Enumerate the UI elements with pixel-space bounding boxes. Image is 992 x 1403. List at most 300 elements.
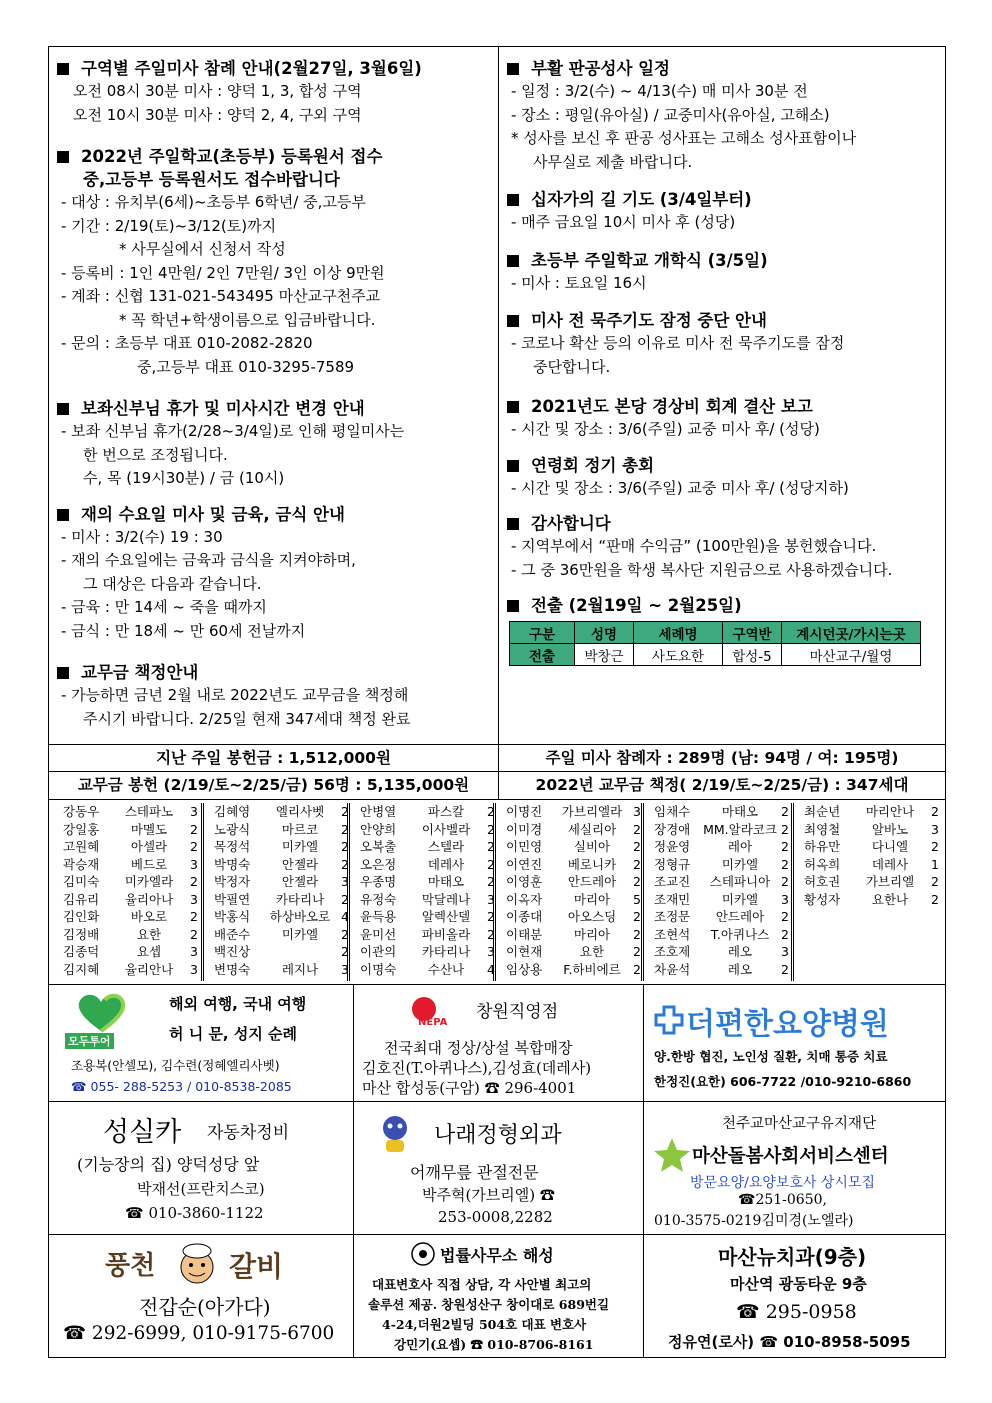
- donor-name: 정형규: [654, 856, 691, 872]
- notice-line: - 미사 : 3/2(수) 19 : 30: [61, 527, 223, 546]
- green-star-logo-icon: [652, 1136, 692, 1174]
- ad-title: 나래정형외과: [434, 1123, 562, 1148]
- donor-name: 유정숙: [360, 891, 397, 907]
- donor-count: 2: [781, 909, 789, 924]
- donor-row: [204, 908, 351, 926]
- donor-row: [53, 838, 200, 856]
- donor-row: [53, 961, 200, 979]
- ad-phone: 010-3575-0219김미경(노엘라): [654, 1213, 854, 1229]
- ad-line: 조용복(안셀모), 김수련(정혜엘리사벳): [71, 1058, 280, 1073]
- ad-line: 한정진(요한) 606-7722 /010-9210-6860: [654, 1074, 912, 1089]
- donor-name: 이명숙: [360, 961, 397, 977]
- donor-baptismal-name: 요한: [136, 926, 162, 942]
- table-cell: 박창근: [575, 644, 634, 666]
- donor-count: 2: [633, 856, 641, 872]
- donor-baptismal-name: MM.알라코크: [703, 821, 777, 837]
- donor-row: [496, 926, 643, 944]
- notice-line: - 대상 : 유치부(6세)~초등부 6학년/ 중,고등부: [61, 193, 366, 211]
- donor-row: [53, 943, 200, 961]
- table-cell: 합성-5: [723, 644, 782, 666]
- donor-name: 하유만: [804, 839, 841, 854]
- ad-line: 방문요양/요양보호사 상시모집: [690, 1175, 875, 1191]
- donor-count: 3: [487, 891, 495, 907]
- ad-line: 박재선(프란치스코): [137, 1180, 265, 1198]
- bullet-square-icon: [57, 403, 69, 415]
- heart-logo-icon: [71, 991, 131, 1033]
- donor-name: 박홍식: [214, 909, 251, 924]
- donor-name: 변명숙: [214, 961, 251, 977]
- donor-count: 3: [190, 891, 198, 907]
- donor-baptismal-name: 마리안나: [865, 804, 915, 819]
- donor-row: [53, 821, 200, 839]
- donor-count: 2: [633, 961, 641, 977]
- notice-line: - 시간 및 장소 : 3/6(주일) 교중 미사 후/ (성당지하): [511, 478, 849, 497]
- donor-baptismal-name: 베로니카: [567, 856, 617, 872]
- donor-baptismal-name: 안젤라: [281, 856, 319, 872]
- donor-row: [204, 891, 351, 909]
- donor-baptismal-name: 알바노: [871, 821, 909, 837]
- notice-line: - 등록비 : 1인 4만원/ 2인 7만원/ 3인 이상 9만원: [61, 263, 385, 282]
- donor-baptismal-name: 마태오: [721, 804, 759, 819]
- notice-line: - 코로나 확산 등의 이유로 미사 전 묵주기도를 잠정: [511, 334, 845, 352]
- donor-baptismal-name: 하상바오로: [269, 909, 331, 924]
- section-title: 부활 판공성사 일정: [531, 59, 671, 78]
- donor-count: 2: [341, 944, 349, 959]
- notice-sunday-school-registration: [53, 145, 498, 379]
- donor-count: 2: [487, 839, 495, 854]
- donor-baptismal-name: 요한나: [871, 891, 909, 907]
- donor-baptismal-name: 안드레아: [715, 909, 765, 924]
- table-cell: 사도요한: [634, 644, 723, 666]
- table-cell: 마산교구/월영: [782, 644, 921, 666]
- donor-row: [496, 873, 643, 891]
- donor-baptismal-name: 미카엘: [721, 856, 759, 872]
- mascot-icon: [378, 1114, 412, 1154]
- donor-count: 2: [931, 804, 939, 819]
- donor-name: 허호권: [804, 874, 841, 889]
- donor-baptismal-name: 율리아나: [124, 891, 174, 907]
- ad-title: 더편한요양병원: [686, 1007, 889, 1042]
- donor-name: 김종덕: [63, 944, 100, 959]
- donor-row: [644, 803, 791, 821]
- table-header-row: [510, 622, 921, 644]
- bullet-square-icon: [507, 600, 519, 612]
- flower-emblem-icon: [410, 1241, 436, 1267]
- donor-baptismal-name: 베드로: [130, 856, 168, 872]
- donor-row: [644, 856, 791, 874]
- ad-line: 해외 여행, 국내 여행: [169, 995, 307, 1013]
- donor-count: 2: [931, 874, 939, 889]
- ad-phone: 253-0008,2282: [438, 1208, 553, 1226]
- section-title: 초등부 주일학교 개학식 (3/5일): [531, 250, 768, 270]
- ad-phone: ☎ 295-0958: [736, 1301, 857, 1323]
- ad-dental-clinic: [644, 1235, 945, 1358]
- donor-row: [53, 926, 200, 944]
- donor-row: [496, 821, 643, 839]
- notice-thanks: [503, 512, 945, 582]
- donor-column: [347, 803, 497, 981]
- donor-count: 2: [341, 891, 349, 907]
- section-title: 2022년 주일학교(초등부) 등록원서 접수: [81, 147, 383, 166]
- donor-count: 3: [190, 961, 198, 977]
- donor-baptismal-name: 요한: [579, 944, 605, 959]
- donor-row: [350, 803, 497, 821]
- notice-line: 오전 10시 30분 미사 : 양덕 2, 4, 구외 구역: [73, 105, 362, 124]
- donor-baptismal-name: 세실리아: [567, 821, 617, 837]
- donor-name: 장경애: [654, 821, 691, 837]
- donor-name: 이옥자: [506, 891, 543, 907]
- donor-name: 이연진: [506, 856, 543, 872]
- bullet-square-icon: [507, 518, 519, 530]
- donor-baptismal-name: 바오로: [130, 909, 168, 924]
- donor-name: 박명숙: [214, 856, 251, 872]
- notice-line: 그 대상은 다음과 같습니다.: [83, 574, 262, 593]
- brand-label: 모두투어: [65, 1033, 114, 1049]
- donor-baptismal-name: 데레사: [871, 856, 909, 872]
- donor-row: [350, 961, 497, 979]
- ad-subtitle: 자동차정비: [207, 1123, 290, 1143]
- notice-line: - 기간 : 2/19(토)~3/12(토)까지: [61, 216, 277, 235]
- donor-name: 안양희: [360, 821, 397, 837]
- donor-count: 3: [190, 856, 198, 872]
- notice-line: - 미사 : 토요일 16시: [511, 273, 647, 292]
- donor-column: [641, 803, 791, 981]
- donor-row: [496, 943, 643, 961]
- donor-row: [794, 856, 941, 874]
- notice-line: 주시기 바랍니다. 2/25일 현재 347세대 책정 완료: [83, 709, 411, 728]
- donor-baptismal-name: 안젤라: [281, 874, 319, 889]
- donor-baptismal-name: 가브리엘: [865, 874, 915, 889]
- donor-baptismal-name: 미카엘: [721, 891, 759, 907]
- donor-count: 2: [781, 856, 789, 872]
- donor-row: [53, 856, 200, 874]
- ad-auto-repair: [49, 1102, 354, 1235]
- donor-row: [794, 873, 941, 891]
- donor-baptismal-name: F.하비에르: [563, 961, 621, 977]
- notice-ash-wednesday: [53, 503, 498, 644]
- donor-count: 2: [341, 926, 349, 942]
- donor-row: [350, 873, 497, 891]
- donor-count: 2: [190, 926, 198, 942]
- left-column: [49, 47, 499, 744]
- ad-line: 양.한방 협진, 노인성 질환, 치매 통증 치료: [654, 1049, 888, 1064]
- donor-list: [49, 799, 945, 984]
- notice-school-opening: [503, 249, 945, 296]
- table-row: [510, 644, 921, 666]
- summary-band-2: [49, 771, 945, 799]
- donor-row: [350, 856, 497, 874]
- notice-line: * 사무실에서 신청서 작성: [119, 240, 286, 258]
- donor-row: [644, 821, 791, 839]
- donor-count: 2: [633, 944, 641, 959]
- ad-title: 마산돌봄사회서비스센터: [692, 1146, 889, 1167]
- notice-line: - 가능하면 금년 2월 내로 2022년도 교무금을 책정해: [61, 686, 409, 704]
- donor-baptismal-name: 마르코: [281, 821, 319, 837]
- donor-count: 2: [487, 909, 495, 924]
- ad-phone: 정유연(로사) ☎ 010-8958-5095: [668, 1333, 911, 1351]
- ad-line: 마산 합성동(구암) ☎ 296-4001: [362, 1079, 577, 1097]
- donor-count: 3: [341, 874, 349, 889]
- notice-line: - 문의 : 초등부 대표 010-2082-2820: [61, 334, 313, 352]
- donor-row: [644, 943, 791, 961]
- donor-name: 이영훈: [506, 874, 543, 889]
- table-header-cell: 세례명: [634, 622, 723, 644]
- notice-assistant-priest-vacation: [53, 397, 498, 491]
- donor-baptismal-name: 안드레아: [567, 874, 617, 889]
- donor-name: 임채수: [654, 804, 691, 819]
- donor-name: 이종대: [506, 909, 543, 924]
- donor-name: 이현재: [506, 944, 543, 959]
- donor-name: 강일홍: [63, 821, 100, 837]
- donor-count: 3: [190, 944, 198, 959]
- donor-row: [204, 961, 351, 979]
- ad-line: 천주교마산교구유지재단: [722, 1116, 877, 1132]
- donor-name: 우종명: [360, 874, 397, 889]
- notice-line: * 꼭 학년+학생이름으로 입금바랍니다.: [119, 310, 376, 329]
- donor-name: 윤미선: [360, 926, 397, 942]
- ad-phone: ☎251-0650,: [738, 1192, 827, 1208]
- donor-row: [204, 856, 351, 874]
- bullet-square-icon: [507, 460, 519, 472]
- ad-line: 4-24,더원2빌딩 504호 대표 변호사: [382, 1317, 587, 1332]
- bullet-square-icon: [57, 509, 69, 521]
- transfer-table: [509, 621, 921, 666]
- donor-name: 오은정: [360, 856, 397, 872]
- donor-baptismal-name: 수산나: [427, 961, 465, 977]
- table-header-cell: 구역반: [723, 622, 782, 644]
- donor-name: 이태분: [506, 926, 543, 942]
- bullet-square-icon: [507, 255, 519, 267]
- donor-row: [53, 873, 200, 891]
- notice-line: - 재의 수요일에는 금육과 금식을 지켜야하며,: [61, 551, 356, 569]
- donor-count: 2: [487, 874, 495, 889]
- donor-name: 김유리: [63, 891, 100, 907]
- logo-text: 갈비: [229, 1250, 284, 1283]
- donor-baptismal-name: T.아퀴나스: [710, 926, 770, 942]
- donor-count: 2: [633, 874, 641, 889]
- donor-count: 4: [341, 909, 349, 924]
- table-header-cell: 성명: [575, 622, 634, 644]
- dues-offering: 교무금 봉헌 (2/19/토~2/25/금) 56명 : 5,135,000원: [49, 772, 499, 799]
- donor-row: [644, 908, 791, 926]
- donor-name: 조교진: [654, 874, 691, 889]
- donor-row: [496, 908, 643, 926]
- donor-count: 2: [487, 856, 495, 872]
- donor-name: 고원혜: [63, 839, 100, 854]
- notice-transfer-out: [503, 594, 945, 666]
- donor-baptismal-name: 데레사: [427, 856, 465, 872]
- logo-text: 풍천: [105, 1251, 156, 1281]
- donor-row: [350, 908, 497, 926]
- donor-name: 임상용: [506, 961, 543, 977]
- section-title: 전출 (2월19일 ~ 2월25일): [531, 596, 742, 615]
- donor-count: 2: [781, 839, 789, 854]
- donor-row: [350, 821, 497, 839]
- donor-baptismal-name: 스텔라: [427, 839, 465, 854]
- nepa-logo-icon: [408, 995, 480, 1027]
- donor-row: [496, 803, 643, 821]
- donor-name: 최순년: [804, 804, 841, 819]
- donor-name: 조정문: [654, 909, 691, 924]
- ad-line: 솔루션 제공. 창원성산구 창이대로 689번길: [368, 1297, 610, 1312]
- donor-baptismal-name: 아오스딩: [567, 909, 617, 924]
- section-title: 재의 수요일 미사 및 금육, 금식 안내: [81, 504, 345, 524]
- ad-line: 박주혁(가브리엘) ☎: [422, 1186, 555, 1204]
- donor-count: 2: [487, 821, 495, 837]
- donor-name: 강동우: [63, 804, 100, 819]
- ad-phone: ☎ 055- 288-5253 / 010-8538-2085: [71, 1079, 292, 1094]
- donor-count: 2: [190, 874, 198, 889]
- donor-column: [201, 803, 351, 981]
- donor-baptismal-name: 마멜도: [130, 821, 168, 837]
- donor-baptismal-name: 알렉산델: [421, 909, 471, 924]
- donor-baptismal-name: 레아: [727, 839, 753, 854]
- donor-name: 박정자: [214, 874, 251, 889]
- donor-row: [644, 873, 791, 891]
- donor-count: 2: [633, 839, 641, 854]
- section-title: 2021년도 본당 경상비 회계 결산 보고: [531, 397, 813, 416]
- notice-line: 사무실로 제출 바랍니다.: [533, 152, 693, 171]
- donor-row: [350, 943, 497, 961]
- section-title: 감사합니다: [531, 514, 611, 533]
- notice-line: 오전 08시 30분 미사 : 양덕 1, 3, 합성 구역: [73, 82, 362, 100]
- donor-count: 4: [487, 961, 495, 977]
- donor-baptismal-name: 마리아: [573, 926, 611, 942]
- ad-title: 마산뉴치과(9층): [718, 1245, 867, 1269]
- donor-name: 목정석: [214, 839, 251, 854]
- summary-band-1: [49, 744, 945, 772]
- donor-row: [350, 891, 497, 909]
- attendance-total: 주일 미사 참례자 : 289명 (남: 94명 / 여: 195명): [545, 749, 899, 767]
- donor-count: 2: [781, 961, 789, 977]
- donor-name: 안병열: [360, 804, 397, 819]
- donor-baptismal-name: 가브리엘라: [561, 804, 623, 819]
- donor-baptismal-name: 다니엘: [871, 839, 909, 854]
- donor-row: [644, 838, 791, 856]
- donor-baptismal-name: 레오: [727, 961, 753, 977]
- donor-row: [204, 926, 351, 944]
- donor-count: 3: [781, 891, 789, 907]
- notice-line: - 매주 금요일 10시 미사 후 (성당): [511, 213, 736, 231]
- notice-easter-confession: [503, 57, 945, 174]
- donor-row: [204, 821, 351, 839]
- donor-name: 노광식: [214, 821, 251, 837]
- donor-column: [53, 803, 200, 981]
- donor-name: 정윤영: [654, 839, 691, 854]
- donor-name: 오복출: [360, 839, 397, 854]
- donor-name: 조현석: [654, 926, 691, 942]
- donor-column: [493, 803, 643, 981]
- donor-row: [204, 873, 351, 891]
- ad-title: 성실카: [103, 1117, 182, 1148]
- notice-line: - 계좌 : 신협 131-021-543495 마산교구천주교: [61, 287, 381, 305]
- advertisements: [49, 984, 945, 1358]
- donor-count: 3: [781, 944, 789, 959]
- donor-row: [644, 961, 791, 979]
- donor-name: 배준수: [214, 926, 251, 942]
- section-title: 연령회 정기 총회: [531, 455, 655, 475]
- donor-name: 백진상: [214, 944, 251, 959]
- donor-row: [496, 891, 643, 909]
- donor-name: 김지혜: [63, 961, 100, 977]
- bullet-square-icon: [57, 667, 69, 679]
- donor-count: 2: [781, 804, 789, 819]
- donor-count: 2: [487, 804, 495, 819]
- bullet-square-icon: [507, 315, 519, 327]
- donor-baptismal-name: 레지나: [281, 961, 319, 977]
- chef-mascot-icon: [173, 1241, 221, 1289]
- donor-name: 차윤석: [654, 961, 691, 977]
- donor-row: [794, 838, 941, 856]
- donor-name: 곽승재: [63, 856, 100, 872]
- ad-nursing-hospital: [644, 985, 945, 1102]
- ad-galbi-restaurant: [49, 1235, 354, 1358]
- donor-baptismal-name: 실비아: [573, 839, 611, 854]
- table-header-cell: 계시던곳/가시는곳: [782, 622, 921, 644]
- donor-baptismal-name: 미카엘: [281, 926, 319, 942]
- table-header-cell: 구분: [510, 622, 575, 644]
- ad-line: 전국최대 정상/상설 복합매장: [384, 1039, 573, 1057]
- donor-name: 김정배: [63, 926, 100, 942]
- donor-baptismal-name: 마리아: [573, 891, 611, 907]
- section-title: 구역별 주일미사 참례 안내(2월27일, 3월6일): [81, 59, 422, 78]
- donor-row: [644, 926, 791, 944]
- donor-name: 이미경: [506, 821, 543, 837]
- bullet-square-icon: [507, 194, 519, 206]
- notice-mass-by-district: [53, 57, 498, 127]
- notice-parish-dues: [53, 661, 498, 731]
- bullet-square-icon: [507, 401, 519, 413]
- donor-row: [794, 821, 941, 839]
- donor-column: [791, 803, 941, 981]
- bullet-square-icon: [57, 151, 69, 163]
- ad-line: 어깨무릎 관절전문: [410, 1163, 539, 1182]
- donor-baptismal-name: 미카엘라: [124, 874, 174, 889]
- ad-line: 마산역 광동타운 9층: [730, 1275, 867, 1293]
- donor-baptismal-name: 아셀라: [130, 839, 168, 854]
- donor-baptismal-name: 카타리나: [275, 891, 325, 907]
- ad-nepa: [354, 985, 644, 1102]
- donor-row: [350, 838, 497, 856]
- donor-baptismal-name: 이사벨라: [421, 821, 471, 837]
- donor-count: 2: [341, 821, 349, 837]
- donor-baptismal-name: 율리안나: [124, 961, 174, 977]
- donor-row: [644, 891, 791, 909]
- donor-name: 황성자: [804, 891, 841, 907]
- donor-name: 김혜영: [214, 804, 251, 819]
- section-title: 교무금 책정안내: [81, 663, 199, 682]
- donor-count: 2: [633, 821, 641, 837]
- donor-count: 3: [190, 804, 198, 819]
- ad-modetour: [49, 985, 354, 1102]
- donor-count: 2: [781, 874, 789, 889]
- donor-row: [53, 891, 200, 909]
- donor-count: 2: [341, 856, 349, 872]
- cross-logo-icon: [654, 1005, 684, 1035]
- donor-baptismal-name: 엘리사벳: [275, 804, 325, 819]
- notice-line: - 시간 및 장소 : 3/6(주일) 교중 미사 후/ (성당): [511, 420, 820, 438]
- donor-count: 2: [190, 909, 198, 924]
- donor-count: 2: [633, 909, 641, 924]
- donor-count: 3: [487, 944, 495, 959]
- donor-name: 최영철: [804, 821, 841, 837]
- donor-count: 2: [781, 926, 789, 942]
- notice-line: 중단합니다.: [533, 357, 611, 376]
- ad-law-office: [354, 1235, 644, 1358]
- donor-count: 3: [341, 961, 349, 977]
- ad-line: 대표변호사 직접 상담, 각 사안별 최고의: [372, 1277, 592, 1292]
- donor-baptismal-name: 레오: [727, 944, 753, 959]
